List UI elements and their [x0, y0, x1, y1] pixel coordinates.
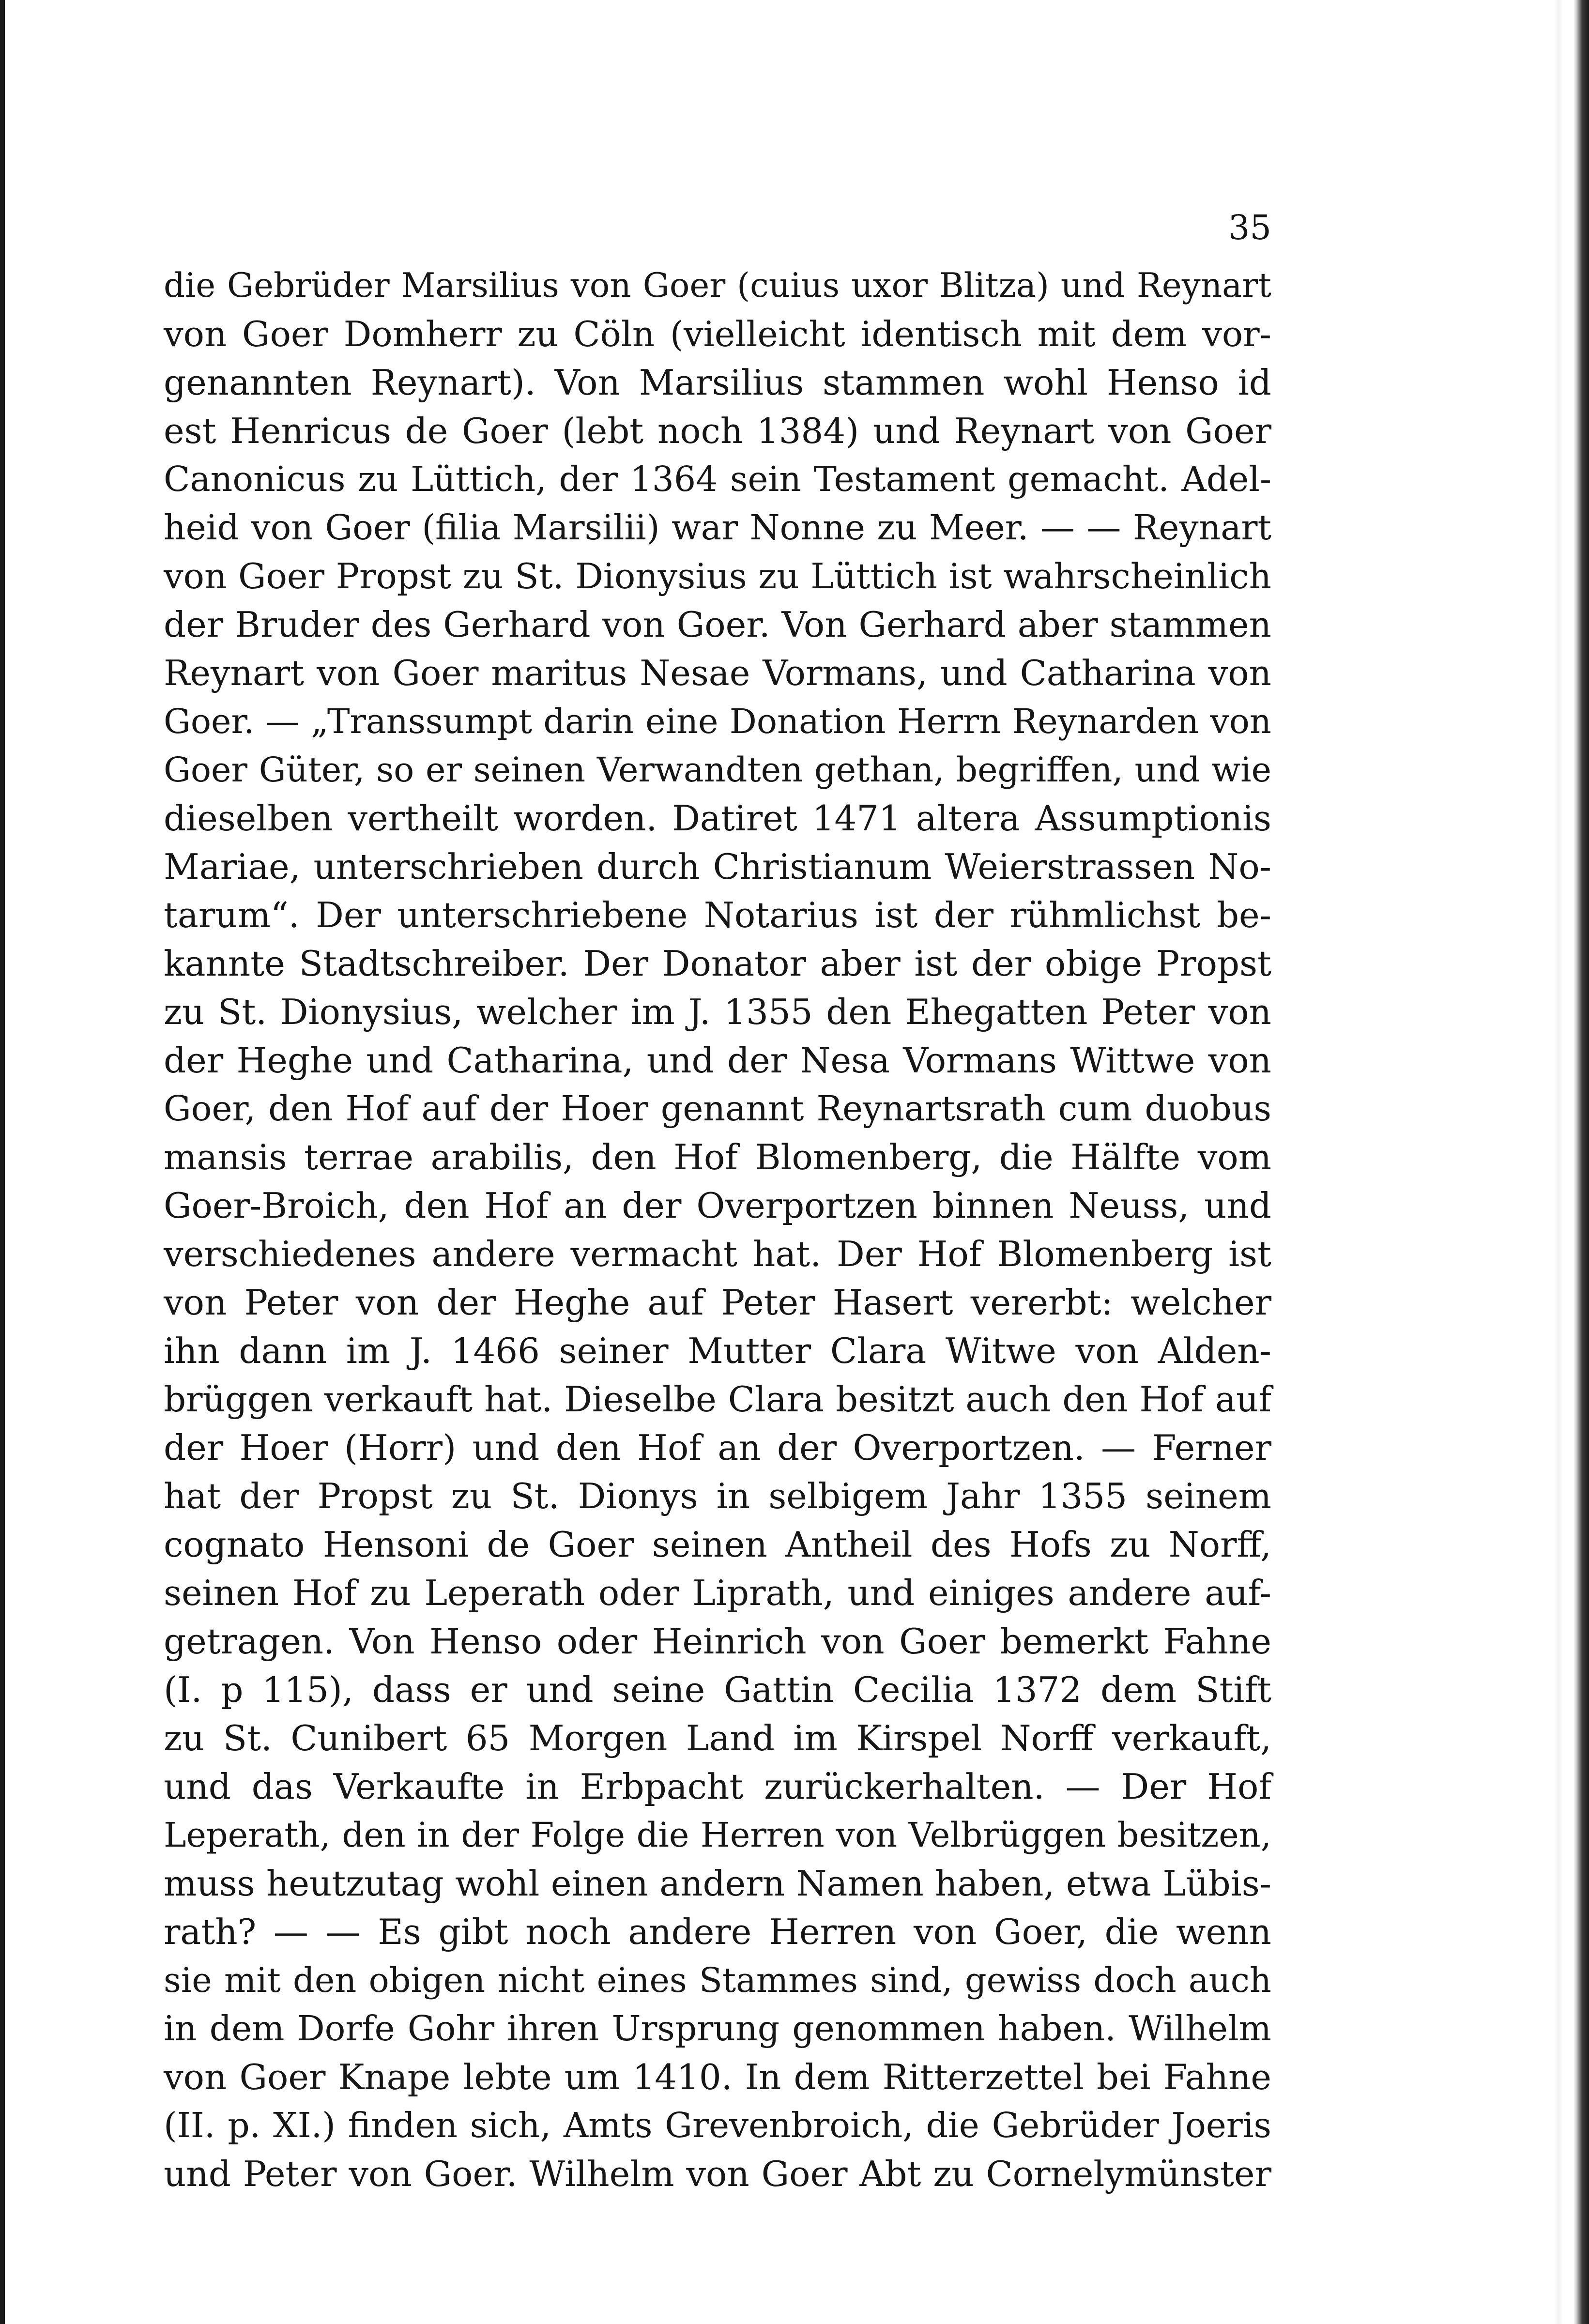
text-line: (II. p. XI.) finden sich, Amts Grevenbroich, die Gebrüder Joeris: [164, 2105, 1271, 2145]
text-line: sie mit den obigen nicht eines Stammes sind, gewiss doch auch: [164, 1960, 1271, 2000]
text-line: (I. p 115), dass er und seine Gattin Cecilia 1372 dem Stift: [164, 1669, 1271, 1710]
page-number: 35: [1228, 208, 1271, 247]
text-line: und das Verkaufte in Erbpacht zurückerhalten. — Der Hof: [164, 1766, 1271, 1807]
text-line: verschiedenes andere vermacht hat. Der Hof Blomenberg ist: [164, 1234, 1271, 1274]
text-line: der Bruder des Gerhard von Goer. Von Gerhard aber stammen: [164, 604, 1271, 645]
text-line: heid von Goer (filia Marsilii) war Nonne zu Meer. — — Reynart: [164, 507, 1271, 548]
text-line: und Peter von Goer. Wilhelm von Goer Abt zu Cornelymünster: [164, 2154, 1271, 2194]
text-line: von Goer Domherr zu Cöln (vielleicht identisch mit dem vor-: [164, 314, 1271, 354]
text-line: brüggen verkauft hat. Dieselbe Clara besitzt auch den Hof auf: [164, 1379, 1271, 1420]
text-line: muss heutzutag wohl einen andern Namen haben, etwa Lübis-: [164, 1863, 1271, 1904]
text-line: dieselben vertheilt worden. Datiret 1471 altera Assumptionis: [164, 798, 1271, 839]
text-line: Canonicus zu Lüttich, der 1364 sein Testament gemacht. Adel-: [164, 459, 1271, 499]
text-line: rath? — — Es gibt noch andere Herren von Goer, die wenn: [164, 1911, 1271, 1952]
text-line: tarum“. Der unterschriebene Notarius ist der rühmlichst be-: [164, 895, 1271, 935]
text-line: der Hoer (Horr) und den Hof an der Overportzen. — Ferner: [164, 1427, 1271, 1468]
text-line: Reynart von Goer maritus Nesae Vormans, und Catharina von: [164, 653, 1271, 693]
text-line: seinen Hof zu Leperath oder Liprath, und einiges andere auf-: [164, 1573, 1271, 1613]
text-line: Goer, den Hof auf der Hoer genannt Reynartsrath cum duobus: [164, 1088, 1271, 1129]
text-line: Goer. — „Transsumpt darin eine Donation Herrn Reynarden von: [164, 702, 1271, 741]
text-line: mansis terrae arabilis, den Hof Blomenberg, die Hälfte vom: [164, 1137, 1271, 1177]
text-line: Leperath, den in der Folge die Herren von Velbrüggen besitzen,: [164, 1815, 1271, 1855]
body-text: [164, 261, 1271, 2198]
text-line: getragen. Von Henso oder Heinrich von Goer bemerkt Fahne: [164, 1621, 1271, 1662]
text-line: der Heghe und Catharina, und der Nesa Vormans Wittwe von: [164, 1040, 1271, 1081]
text-line: kannte Stadtschreiber. Der Donator aber ist der obige Propst: [164, 943, 1271, 984]
text-line: von Goer Knape lebte um 1410. In dem Ritterzettel bei Fahne: [164, 2057, 1271, 2097]
text-line: in dem Dorfe Gohr ihren Ursprung genommen haben. Wilhelm: [164, 2008, 1271, 2049]
text-line: Mariae, unterschrieben durch Christianum Weierstrassen No-: [164, 846, 1271, 887]
page-right-edge: [1554, 0, 1589, 2324]
text-line: hat der Propst zu St. Dionys in selbigem Jahr 1355 seinem: [164, 1476, 1271, 1516]
text-line: zu St. Cunibert 65 Morgen Land im Kirspel Norff verkauft,: [164, 1718, 1271, 1758]
text-line: Goer Güter, so er seinen Verwandten gethan, begriffen, und wie: [164, 750, 1271, 790]
text-line: Goer-Broich, den Hof an der Overportzen binnen Neuss, und: [164, 1185, 1271, 1226]
page-left-edge: [0, 0, 5, 2324]
text-line: zu St. Dionysius, welcher im J. 1355 den Ehegatten Peter von: [164, 992, 1271, 1032]
text-line: genannten Reynart). Von Marsilius stammen wohl Henso id: [164, 362, 1271, 403]
text-line: ihn dann im J. 1466 seiner Mutter Clara Witwe von Alden-: [164, 1330, 1271, 1371]
text-line: est Henricus de Goer (lebt noch 1384) und Reynart von Goer: [164, 411, 1271, 451]
text-line: von Goer Propst zu St. Dionysius zu Lüttich ist wahrscheinlich: [164, 556, 1271, 596]
text-line: cognato Hensoni de Goer seinen Antheil des Hofs zu Norff,: [164, 1524, 1271, 1565]
text-line: die Gebrüder Marsilius von Goer (cuius uxor Blitza) und Reynart: [164, 266, 1271, 305]
text-line: von Peter von der Heghe auf Peter Hasert vererbt: welcher: [164, 1282, 1271, 1323]
